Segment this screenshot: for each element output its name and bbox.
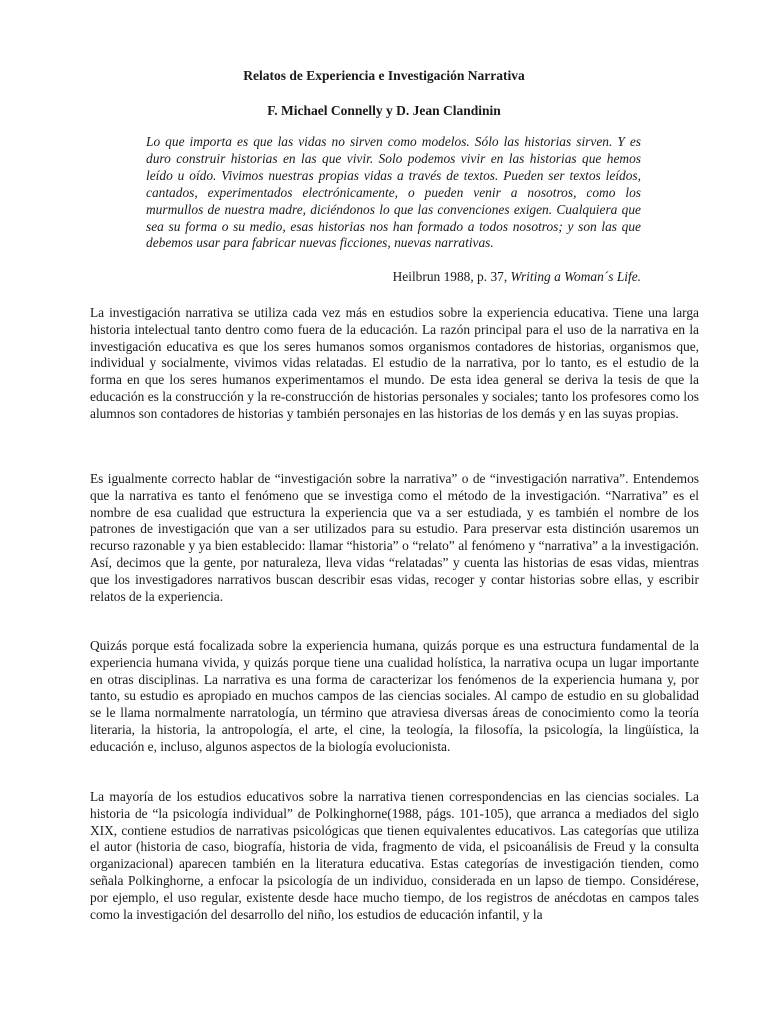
document-authors: F. Michael Connelly y D. Jean Clandinin (267, 103, 501, 118)
body-paragraph: La investigación narrativa se utiliza cada vez más en estudios sobre la experiencia educativa. Tiene una larga historia intelectual tanto dentro como fuera de la educación. La razón principal para el uso de la narrativa en la investigación educativa es que los seres humanos somos organismos contadores de historias, organismos que, individual y socialmente, vivimos vidas relatadas. El estudio de la narrativa, por lo tanto, es el estudio de la forma en que los seres humanos experimentamos el mundo. De esta idea general se deriva la tesis de que la educación es la construcción y la re-construcción de historias personales y sociales; tanto los profesores como los alumnos son contadores de historias y también personajes en las historias de los demás y en las suyas propias. (90, 305, 699, 421)
body-paragraph: La mayoría de los estudios educativos sobre la narrativa tienen correspondencias en las ciencias sociales. La historia de “la psicología individual” de Polkinghorne(1988, págs. 101-105), que arranca a mediados del siglo XIX, contiene estudios de narrativas psicológicas que tienen equivalentes educativos. Las categorías que utiliza el autor (historia de caso, biografía, historia de vida, fragmento de vida, el psicoanálisis de Freud y la consulta organizacional) aparecen también en la literatura educativa. Estas categorías de investigación tienden, como señala Polkinghorne, a enfocar la psicología de un individuo, considerada en un lapso de tiempo. Considérese, por ejemplo, el uso regular, existente desde hace mucho tiempo, de los registros de anécdotas en campos tales como la investigación del desarrollo del niño, los estudios de educación infantil, y la (90, 789, 699, 922)
document-title: Relatos de Experiencia e Investigación Narrativa (243, 68, 525, 83)
epigraph-quote: Lo que importa es que las vidas no sirven como modelos. Sólo las historias sirven. Y es duro construir historias en las que vivir. Solo podemos vivir en las historias que hemos leído u oído. Vivimos nuestras propias vidas a través de textos. Pueden ser textos leídos, cantados, experimentados electrónicamente, o pueden venir a nosotros, como los murmullos de nuestra madre, diciéndonos lo que las convenciones exigen. Cualquiera que sea su forma o su medio, esas historias nos han formado a todos nosotros; y son las que debemos usar para fabricar nuevas ficciones, nuevas narrativas. (146, 134, 641, 251)
citation-work: Writing a Woman´s Life. (510, 269, 641, 284)
body-paragraph: Quizás porque está focalizada sobre la experiencia humana, quizás porque es una estructura fundamental de la experiencia humana vivida, y quizás porque tiene una cualidad holística, la narrativa ocupa un lugar importante en otras disciplinas. La narrativa es una forma de caracterizar los fenómenos de la experiencia humana y, por tanto, su estudio es apropiado en muchos campos de las ciencias sociales. Al campo de estudio en su globalidad se le llama normalmente narratología, un término que atraviesa diversas áreas de conocimiento como la teoría literaria, la historia, la antropología, el arte, el cine, la teología, la filosofía, la psicología, la lingüística, la educación e, incluso, algunos aspectos de la biología evolucionista. (90, 638, 699, 754)
body-paragraph: Es igualmente correcto hablar de “investigación sobre la narrativa” o de “investigación narrativa”. Entendemos que la narrativa es tanto el fenómeno que se investiga como el método de la investigación. “Narrativa” es el nombre de esa cualidad que estructura la experiencia que va a ser estudiada, y es también el nombre de los patrones de investigación que van a ser utilizados para su estudio. Para preservar esta distinción usaremos un recurso razonable y ya bien establecido: llamar “historia” o “relato” al fenómeno y “narrativa” a la investigación. Así, decimos que la gente, por naturaleza, lleva vidas “relatadas” y cuenta las historias de esas vidas, mientras que los investigadores narrativos buscan describir esas vidas, recoger y contar historias sobre ellas, y escribir relatos de la experiencia. (90, 471, 699, 604)
citation-source: Heilbrun 1988, p. 37, (392, 269, 508, 284)
epigraph-citation (146, 269, 641, 286)
